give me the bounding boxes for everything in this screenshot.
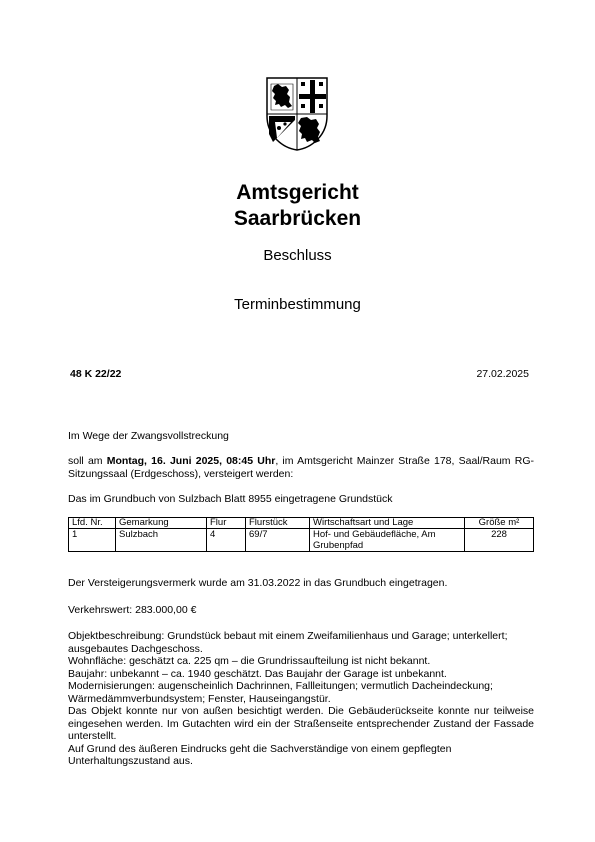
table-cell: 4	[207, 529, 246, 552]
object-description	[68, 630, 534, 768]
property-table	[68, 517, 534, 552]
description-line: Baujahr: unbekannt – ca. 1940 geschätzt. Das Baujahr der Garage ist unbekannt.	[68, 667, 447, 680]
table-cell: 69/7	[246, 529, 310, 552]
market-value: Verkehrswert: 283.000,00 €	[68, 604, 197, 616]
appointment-suffix: , im Amtsgericht Mainzer Straße 178, Saal/Raum RG-Sitzungssaal (Erdgeschoss), versteigert werden:	[68, 455, 534, 480]
description-line: Objektbeschreibung: Grundstück bebaut mit einem Zweifamilienhaus und Garage; unterkellert; ausgebautes Dachgeschoss.	[68, 630, 508, 655]
table-header-cell: Flurstück	[246, 518, 310, 529]
table-row	[69, 529, 534, 552]
document-subject: Terminbestimmung	[234, 296, 361, 313]
case-number: 48 K 22/22	[70, 368, 122, 380]
table-cell: Sulzbach	[116, 529, 207, 552]
table-cell: 1	[69, 529, 116, 552]
property-intro: Das im Grundbuch von Sulzbach Blatt 8955 eingetragene Grundstück	[68, 493, 393, 505]
table-header-cell: Größe m²	[465, 518, 534, 529]
document-type: Beschluss	[263, 247, 332, 264]
description-line: Wohnfläche: geschätzt ca. 225 qm – die Grundrissaufteilung ist nicht bekannt.	[68, 655, 431, 667]
table-cell: Hof- und Gebäudefläche, Am Grubenpfad	[310, 529, 465, 552]
table-header-row	[69, 518, 534, 529]
court-name-line1: Amtsgericht	[236, 181, 359, 204]
registration-note: Der Versteigerungsvermerk wurde am 31.03.2022 in das Grundbuch eingetragen.	[68, 577, 448, 589]
table-cell: 228	[465, 529, 534, 552]
table-header-cell: Gemarkung	[116, 518, 207, 529]
table-header-cell: Flur	[207, 518, 246, 529]
description-line: Auf Grund des äußeren Eindrucks geht die Sachverständige von einem gepflegten Unterhaltungszustand aus.	[68, 742, 452, 767]
intro-text: Im Wege der Zwangsvollstreckung	[68, 430, 229, 442]
court-name-line2: Saarbrücken	[233, 207, 362, 230]
appointment-date: Montag, 16. Juni 2025, 08:45 Uhr	[106, 455, 276, 467]
table-header-cell: Wirtschaftsart und Lage	[310, 518, 465, 529]
description-line: Das Objekt konnte nur von außen besichtigt werden. Die Gebäuderückseite konnte nur teilweise eingesehen werden. Im Gutachten wird ein der Straßenseite entsprechender Zustand der Fassade unterstellt.	[68, 705, 534, 742]
appointment-paragraph	[68, 455, 534, 480]
saarland-coat-of-arms-icon	[265, 76, 329, 152]
table-header-cell: Lfd. Nr.	[69, 518, 116, 529]
appointment-prefix: soll am	[68, 455, 107, 467]
description-line: Modernisierungen: augenscheinlich Dachrinnen, Fallleitungen; vermutlich Dacheindeckung; Wärmedämmverbundsystem; Fenster, Hauseingangstür.	[68, 680, 493, 705]
document-date: 27.02.2025	[476, 368, 529, 380]
